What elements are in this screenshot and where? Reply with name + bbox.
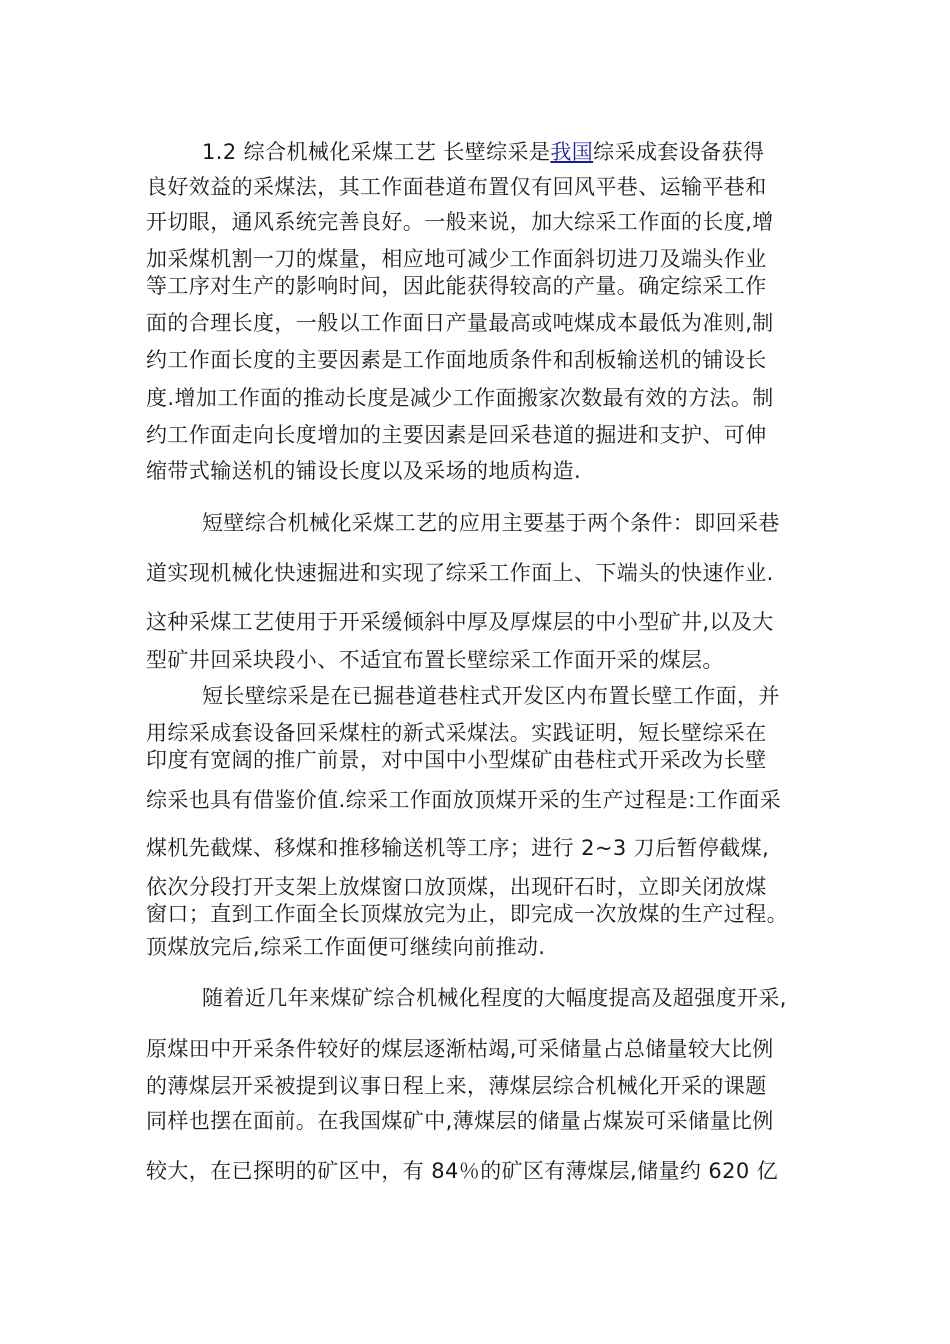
paragraph-3-line-3: 印度有宽阔的推广前景，对中国中小型煤矿由巷柱式开采改为长壁 [146, 748, 767, 772]
paragraph-4-line-2: 原煤田中开采条件较好的煤层逐渐枯竭,可采储量占总储量较大比例 [146, 1037, 774, 1061]
paragraph-4-line-5: 较大，在已探明的矿区中，有 84％的矿区有薄煤层,储量约 620 亿 [146, 1159, 779, 1183]
paragraph-1-line-10: 缩带式输送机的铺设长度以及采场的地质构造. [146, 459, 582, 483]
paragraph-3-line-4: 综采也具有借鉴价值.综采工作面放顶煤开采的生产过程是:工作面采 [146, 788, 782, 812]
paragraph-4-line-3: 的薄煤层开采被提到议事日程上来，薄煤层综合机械化开采的课题 [146, 1074, 767, 1098]
paragraph-3-line-2: 用综采成套设备回采煤柱的新式采煤法。实践证明，短长壁综采在 [146, 721, 767, 745]
paragraph-4-line-4: 同样也摆在面前。在我国煤矿中,薄煤层的储量占煤炭可采储量比例 [146, 1109, 774, 1133]
paragraph-1-line-2: 良好效益的采煤法，其工作面巷道布置仅有回风平巷、运输平巷和 [146, 175, 767, 199]
paragraph-2-line-1: 短壁综合机械化采煤工艺的应用主要基于两个条件：即回采巷 [202, 511, 780, 535]
paragraph-1-line-1 [202, 134, 816, 170]
paragraph-3-line-5: 煤机先截煤、移煤和推移输送机等工序；进行 2~3 刀后暂停截煤, [146, 836, 770, 860]
paragraph-1-line-5: 等工序对生产的影响时间，因此能获得较高的产量。确定综采工作 [146, 274, 767, 298]
paragraph-1-line-9: 约工作面走向长度增加的主要因素是回采巷道的掘进和支护、可伸 [146, 423, 767, 447]
text-span: 综采成套设备获得 [593, 140, 765, 164]
paragraph-3-line-7: 窗口；直到工作面全长顶煤放完为止，即完成一次放煤的生产过程。 [146, 902, 788, 926]
paragraph-2-line-3: 这种采煤工艺使用于开采缓倾斜中厚及厚煤层的中小型矿井,以及大 [146, 610, 774, 634]
paragraph-3-line-1: 短长壁综采是在已掘巷道巷柱式开发区内布置长壁工作面，并 [202, 684, 780, 708]
paragraph-2-line-4: 型矿井回采块段小、不适宜布置长壁综采工作面开采的煤层。 [146, 648, 724, 672]
paragraph-1-line-3: 开切眼，通风系统完善良好。一般来说，加大综采工作面的长度,增 [146, 210, 774, 234]
paragraph-2-line-2: 道实现机械化快速掘进和实现了综采工作面上、下端头的快速作业. [146, 561, 774, 585]
link-woguo[interactable]: 我国 [550, 140, 594, 164]
paragraph-1-line-8: 度.增加工作面的推动长度是减少工作面搬家次数最有效的方法。制 [146, 386, 774, 410]
paragraph-4-line-1: 随着近几年来煤矿综合机械化程度的大幅度提高及超强度开采, [202, 986, 787, 1010]
paragraph-1-line-7: 约工作面长度的主要因素是工作面地质条件和刮板输送机的铺设长 [146, 348, 767, 372]
paragraph-3-line-8: 顶煤放完后,综采工作面便可继续向前推动. [146, 935, 546, 959]
paragraph-1-line-4: 加采煤机割一刀的煤量，相应地可减少工作面斜切进刀及端头作业 [146, 247, 767, 271]
paragraph-3-line-6: 依次分段打开支架上放煤窗口放顶煤，出现矸石时，立即关闭放煤 [146, 875, 767, 899]
text-span: 1.2 综合机械化采煤工艺 长壁综采是 [202, 140, 551, 164]
paragraph-1-line-6: 面的合理长度，一般以工作面日产量最高或吨煤成本最低为准则,制 [146, 311, 774, 335]
